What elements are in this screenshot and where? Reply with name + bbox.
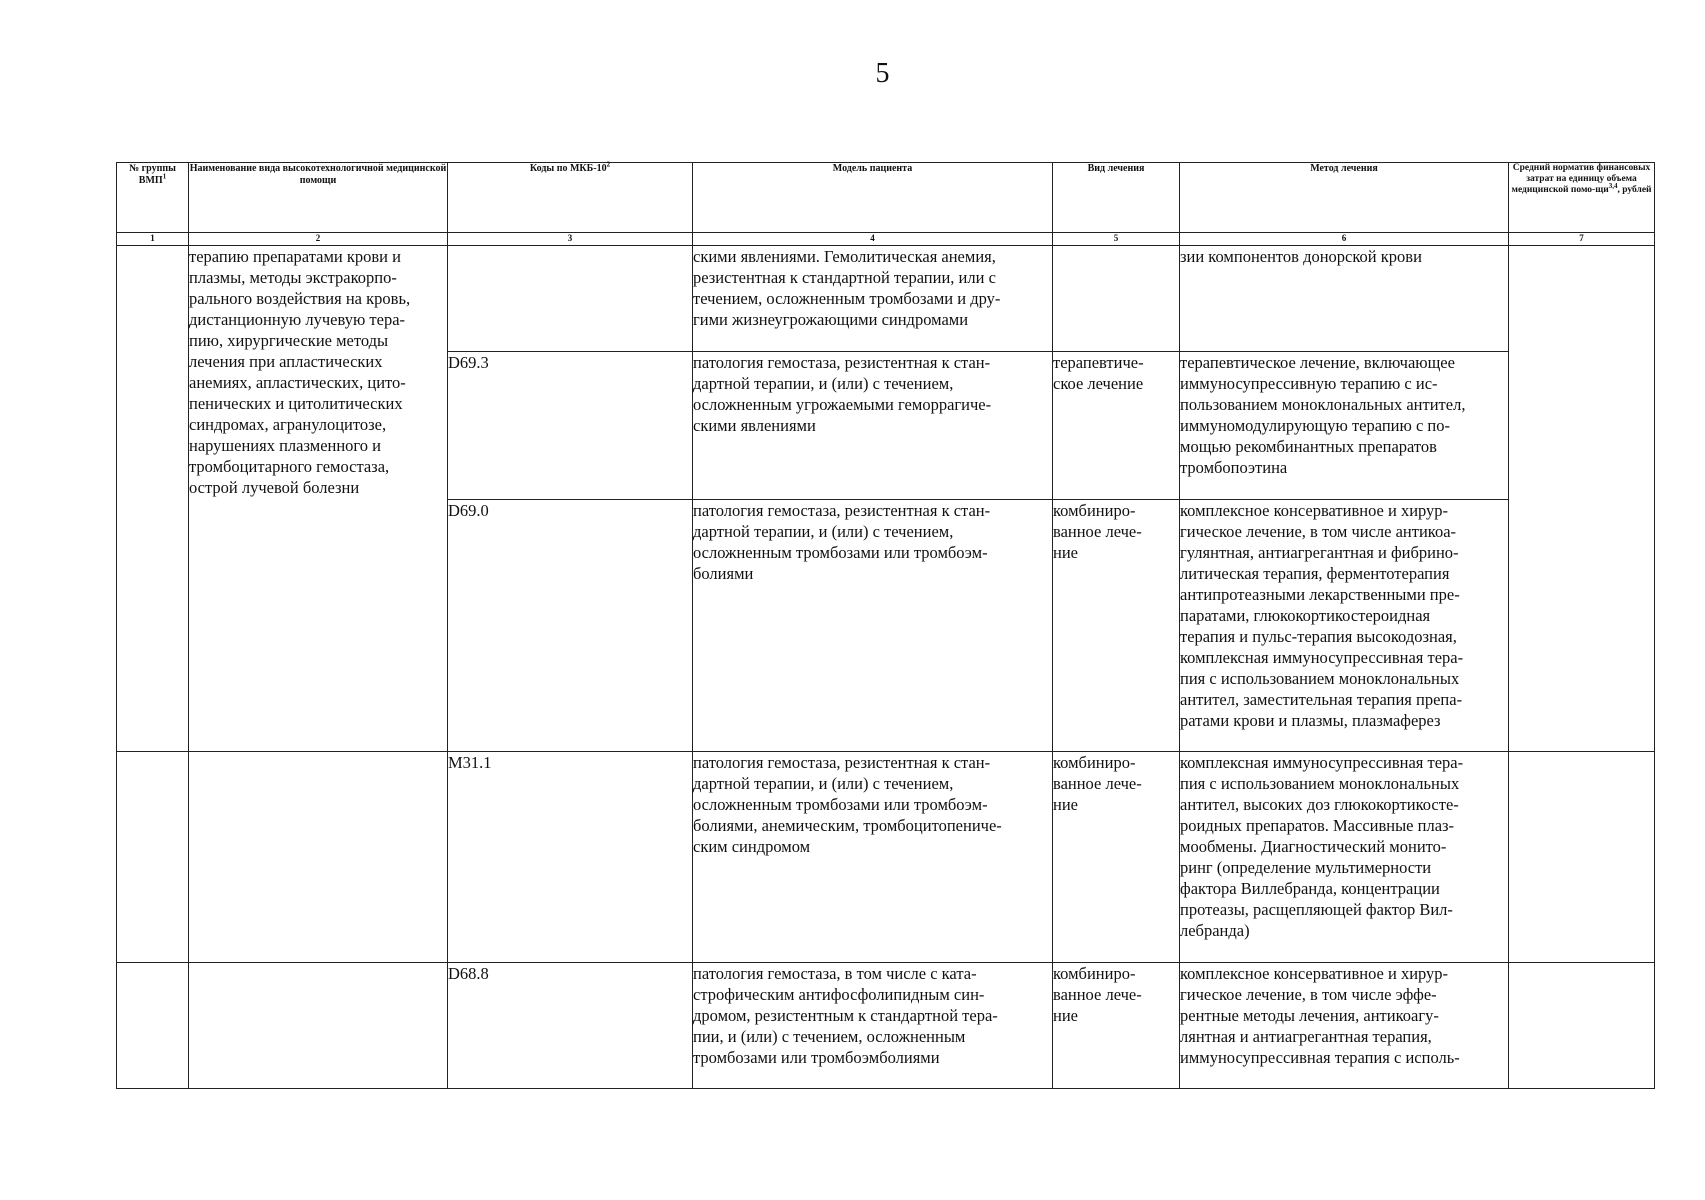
patient-model-cell: патология гемостаза, резистентная к стан- дартной терапии, и (или) с течением, осложненным тромбозами или тромбоэм- болиями [693, 499, 1053, 751]
care-type-cell: терапию препаратами крови и плазмы, методы экстракорпо- рального воздействия на кровь, дистанционную лучевую тера- пию, хирургические методы лечения при апластических анемиях, апластических, цито- пенических и цитолитических синдромах, агранулоцитозе, нарушениях плазменного и тромбоцитарного гемостаза, острой лучевой болезни [189, 246, 448, 752]
patient-model-cell: скими явлениями. Гемолитическая анемия, резистентная к стандартной терапии, или с течением, осложненным тромбозами и дру- гими жизнеугрожающими синдромами [693, 246, 1053, 352]
treatment-type-cell: комбиниро- ванное лече- ние [1053, 962, 1180, 1088]
page-number: 5 [875, 58, 890, 89]
group-number-cell [117, 246, 189, 752]
treatment-method-cell: терапевтическое лечение, включающее иммуносупрессивную терапию с ис- пользованием моноклональных антител, иммуномодулирующую терапию с по- мощью рекомбинантных препаратов тромбопоэтина [1180, 352, 1509, 500]
header-group-number: № группы ВМП$^1$ [117, 163, 189, 233]
icd-code-cell: M31.1 [448, 751, 693, 962]
group-number-cell [117, 751, 189, 962]
treatment-method-cell: комплексное консервативное и хирур- гическое лечение, в том числе антикоа- гулянтная, антиагрегантная и фибрино- литическая терапия, ферментотерапия антипротеазными лекарственными пре- паратами, глюкокортикостероидная терапия и пульс-терапия высокодозная, комплексная иммуносупрессивная тера- пия с использованием моноклональных антител, заместительная терапия препа- ратами крови и плазмы, плазмаферез [1180, 499, 1509, 751]
header-treatment-method: Метод лечения [1180, 163, 1509, 233]
treatment-type-cell: терапевтиче- ское лечение [1053, 352, 1180, 500]
table-row [117, 751, 1655, 962]
column-number: 4 [693, 233, 1053, 246]
column-number: 3 [448, 233, 693, 246]
care-type-cell [189, 751, 448, 962]
column-number: 5 [1053, 233, 1180, 246]
header-average-cost: Средний норматив финансовых затрат на единицу объема медицинской помо-щи$^{3,4}$, рублей [1509, 163, 1655, 233]
icd-code-cell: D68.8 [448, 962, 693, 1088]
column-number: 2 [189, 233, 448, 246]
treatment-type-cell: комбиниро- ванное лече- ние [1053, 751, 1180, 962]
patient-model-cell: патология гемостаза, в том числе с ката- строфическим антифосфолипидным син- дромом, резистентным к стандартной тера- пии, и (или) с течением, осложненным тромбозами или тромбоэмболиями [693, 962, 1053, 1088]
header-icd-codes: Коды по МКБ-$10^2$ [448, 163, 693, 233]
column-number: 7 [1509, 233, 1655, 246]
care-type-cell [189, 962, 448, 1088]
treatment-method-cell: комплексная иммуносупрессивная тера- пия с использованием моноклональных антител, высоких доз глюкокортикосте- роидных препаратов. Массивные плаз- мообмены. Диагностический монито- ринг (определение мультимерности фактора Виллебранда, концентрации протеазы, расщепляющей фактор Вил- лебранда) [1180, 751, 1509, 962]
icd-code-cell: D69.3 [448, 352, 693, 500]
header-care-type: Наименование вида высокотехнологичной медицинской помощи [189, 163, 448, 233]
header-patient-model: Модель пациента [693, 163, 1053, 233]
icd-code-cell: D69.0 [448, 499, 693, 751]
patient-model-cell: патология гемостаза, резистентная к стан- дартной терапии, и (или) с течением, осложненным тромбозами или тромбоэм- болиями, анемическим, тромбоцитопениче- ским синдромом [693, 751, 1053, 962]
treatment-method-cell: зии компонентов донорской крови [1180, 246, 1509, 352]
column-number-row [117, 233, 1655, 246]
icd-code-cell [448, 246, 693, 352]
column-number: 6 [1180, 233, 1509, 246]
patient-model-cell: патология гемостаза, резистентная к стан- дартной терапии, и (или) с течением, осложненным угрожаемыми геморрагиче- скими явлениями [693, 352, 1053, 500]
treatment-type-cell [1053, 246, 1180, 352]
treatment-type-cell: комбиниро- ванное лече- ние [1053, 499, 1180, 751]
column-number: 1 [117, 233, 189, 246]
average-cost-cell [1509, 962, 1655, 1088]
header-row [117, 163, 1655, 233]
treatment-method-cell: комплексное консервативное и хирур- гическое лечение, в том числе эффе- рентные методы лечения, антикоагу- лянтная и антиагрегантная терапия, иммуносупрессивная терапия с исполь- [1180, 962, 1509, 1088]
average-cost-cell [1509, 751, 1655, 962]
table-row [117, 962, 1655, 1088]
header-treatment-type: Вид лечения [1053, 163, 1180, 233]
vmp-table [116, 162, 1655, 1089]
group-number-cell [117, 962, 189, 1088]
table-row [117, 246, 1655, 352]
average-cost-cell [1509, 246, 1655, 752]
